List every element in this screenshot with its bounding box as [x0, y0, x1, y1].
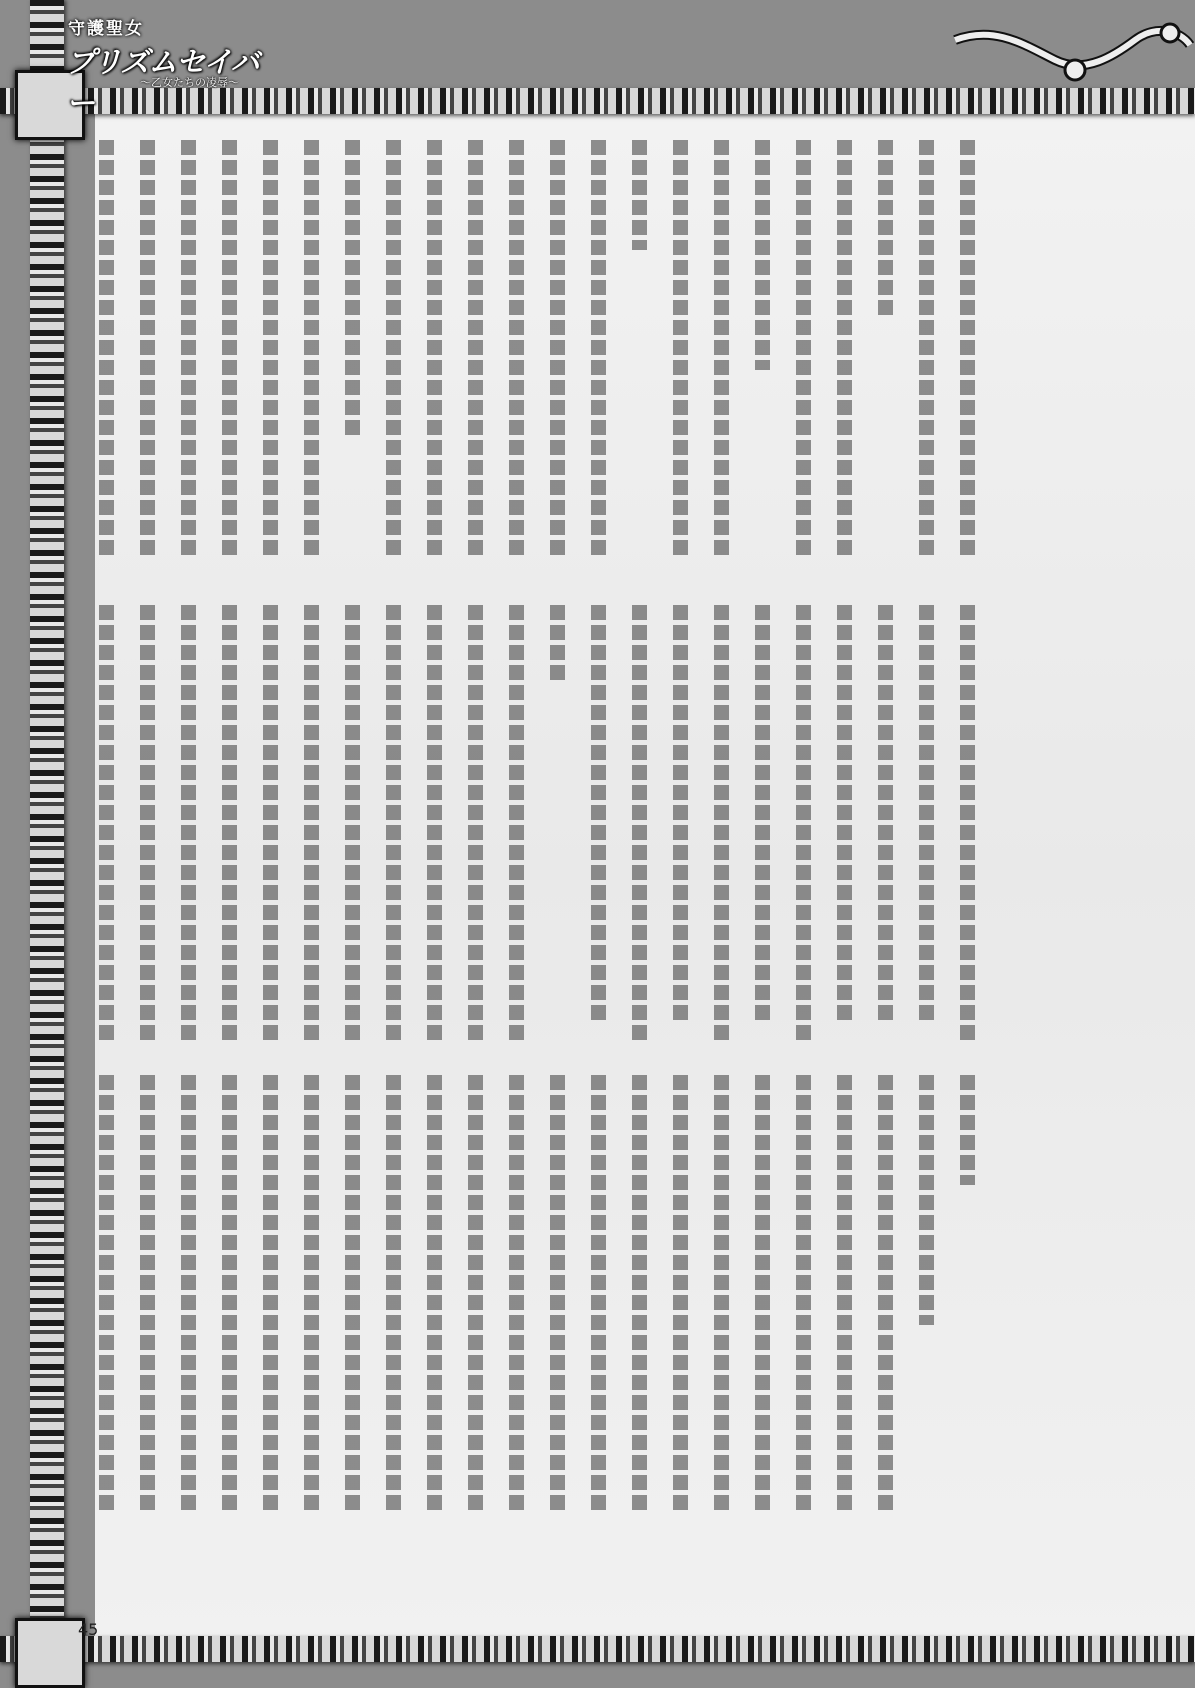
text-tier-top	[78, 140, 988, 590]
text-line-placeholder	[632, 140, 647, 250]
logo-kicker: 守護聖女	[68, 19, 144, 39]
text-line-placeholder	[796, 605, 811, 1045]
text-line-placeholder	[919, 605, 934, 1025]
text-line-placeholder	[714, 605, 729, 1045]
text-column	[619, 140, 660, 590]
logo-title: プリズムセイバー	[66, 45, 259, 120]
text-column	[578, 140, 619, 590]
text-tier-bottom	[78, 1075, 988, 1535]
bottom-ornamental-border	[0, 1636, 1195, 1662]
text-line-placeholder	[550, 140, 565, 560]
text-tier-middle	[78, 605, 988, 1065]
text-line-placeholder	[796, 1075, 811, 1515]
text-column	[373, 1075, 414, 1535]
text-line-placeholder	[304, 605, 319, 1045]
text-line-placeholder	[509, 605, 524, 1045]
text-column	[414, 605, 455, 1065]
text-column	[209, 1075, 250, 1535]
text-column	[947, 140, 988, 590]
text-column	[209, 605, 250, 1065]
text-column	[168, 605, 209, 1065]
text-column	[783, 140, 824, 590]
text-column	[332, 1075, 373, 1535]
text-column	[906, 140, 947, 590]
text-column	[127, 140, 168, 590]
text-column	[701, 605, 742, 1065]
page-number: 45	[78, 1620, 99, 1639]
text-line-placeholder	[837, 1075, 852, 1515]
text-column	[250, 605, 291, 1065]
text-line-placeholder	[263, 605, 278, 1045]
text-line-placeholder	[99, 605, 114, 1045]
text-column	[86, 605, 127, 1065]
text-column	[660, 1075, 701, 1535]
text-line-placeholder	[263, 1075, 278, 1515]
text-line-placeholder	[468, 605, 483, 1045]
text-line-placeholder	[632, 1075, 647, 1515]
text-line-placeholder	[181, 140, 196, 560]
text-line-placeholder	[878, 140, 893, 320]
text-column	[250, 140, 291, 590]
text-line-placeholder	[345, 140, 360, 440]
text-line-placeholder	[673, 140, 688, 560]
text-column	[701, 140, 742, 590]
text-column	[537, 1075, 578, 1535]
text-line-placeholder	[222, 605, 237, 1045]
text-column	[332, 140, 373, 590]
text-line-placeholder	[591, 605, 606, 1025]
scroll-flourish-icon	[935, 15, 1195, 85]
text-line-placeholder	[591, 140, 606, 560]
text-line-placeholder	[304, 1075, 319, 1515]
text-column	[373, 605, 414, 1065]
text-column	[250, 1075, 291, 1535]
text-column	[291, 140, 332, 590]
text-column	[414, 1075, 455, 1535]
text-line-placeholder	[345, 605, 360, 1045]
text-line-placeholder	[427, 605, 442, 1045]
text-column	[496, 605, 537, 1065]
text-line-placeholder	[427, 140, 442, 560]
text-line-placeholder	[181, 1075, 196, 1515]
text-line-placeholder	[878, 605, 893, 1025]
text-column	[783, 605, 824, 1065]
text-line-placeholder	[550, 605, 565, 685]
text-line-placeholder	[468, 1075, 483, 1515]
text-column	[660, 140, 701, 590]
text-column	[906, 605, 947, 1065]
text-column	[86, 1075, 127, 1535]
text-column	[865, 605, 906, 1065]
text-column	[537, 605, 578, 1065]
left-ornamental-border	[30, 0, 64, 1687]
text-line-placeholder	[304, 140, 319, 560]
text-line-placeholder	[99, 140, 114, 560]
text-line-placeholder	[919, 140, 934, 560]
text-column	[537, 140, 578, 590]
text-column	[742, 605, 783, 1065]
text-column	[455, 140, 496, 590]
text-line-placeholder	[755, 140, 770, 370]
text-line-placeholder	[509, 1075, 524, 1515]
text-column	[865, 1075, 906, 1535]
text-column	[578, 1075, 619, 1535]
text-line-placeholder	[222, 1075, 237, 1515]
text-column	[619, 1075, 660, 1535]
text-column	[947, 1075, 988, 1535]
text-column	[455, 1075, 496, 1535]
text-line-placeholder	[960, 140, 975, 560]
text-column	[578, 605, 619, 1065]
text-line-placeholder	[263, 140, 278, 560]
bottom-left-ornament	[15, 1618, 85, 1688]
text-line-placeholder	[468, 140, 483, 560]
text-line-placeholder	[140, 1075, 155, 1515]
text-column	[496, 140, 537, 590]
text-column	[660, 605, 701, 1065]
text-column	[619, 605, 660, 1065]
text-line-placeholder	[919, 1075, 934, 1325]
text-line-placeholder	[386, 1075, 401, 1515]
text-column	[127, 1075, 168, 1535]
text-column	[783, 1075, 824, 1535]
text-line-placeholder	[673, 605, 688, 1025]
text-column	[947, 605, 988, 1065]
text-line-placeholder	[140, 140, 155, 560]
text-line-placeholder	[714, 1075, 729, 1515]
text-column	[414, 140, 455, 590]
text-column	[742, 140, 783, 590]
text-line-placeholder	[960, 1075, 975, 1185]
text-column	[865, 140, 906, 590]
text-line-placeholder	[386, 605, 401, 1045]
text-line-placeholder	[140, 605, 155, 1045]
text-line-placeholder	[796, 140, 811, 560]
title-logo	[60, 8, 270, 120]
text-column	[824, 605, 865, 1065]
text-column	[496, 1075, 537, 1535]
text-line-placeholder	[878, 1075, 893, 1515]
logo-subtitle: ～乙女たちの凌辱～	[140, 76, 239, 89]
text-column	[127, 605, 168, 1065]
text-line-placeholder	[632, 605, 647, 1045]
text-line-placeholder	[714, 140, 729, 560]
text-column	[373, 140, 414, 590]
text-line-placeholder	[837, 605, 852, 1025]
text-line-placeholder	[755, 605, 770, 1025]
text-column	[906, 1075, 947, 1535]
text-column	[701, 1075, 742, 1535]
text-line-placeholder	[509, 140, 524, 560]
text-line-placeholder	[99, 1075, 114, 1515]
text-line-placeholder	[386, 140, 401, 560]
text-line-placeholder	[673, 1075, 688, 1515]
text-column	[168, 1075, 209, 1535]
text-column	[291, 1075, 332, 1535]
text-column	[168, 140, 209, 590]
text-column	[824, 1075, 865, 1535]
text-line-placeholder	[181, 605, 196, 1045]
text-column	[332, 605, 373, 1065]
text-line-placeholder	[960, 605, 975, 1045]
text-column	[455, 605, 496, 1065]
text-line-placeholder	[427, 1075, 442, 1515]
text-line-placeholder	[550, 1075, 565, 1515]
text-column	[824, 140, 865, 590]
text-line-placeholder	[222, 140, 237, 560]
text-column	[291, 605, 332, 1065]
text-line-placeholder	[345, 1075, 360, 1515]
text-column	[209, 140, 250, 590]
text-line-placeholder	[755, 1075, 770, 1515]
text-line-placeholder	[837, 140, 852, 560]
text-line-placeholder	[591, 1075, 606, 1515]
text-column	[86, 140, 127, 590]
text-column	[742, 1075, 783, 1535]
